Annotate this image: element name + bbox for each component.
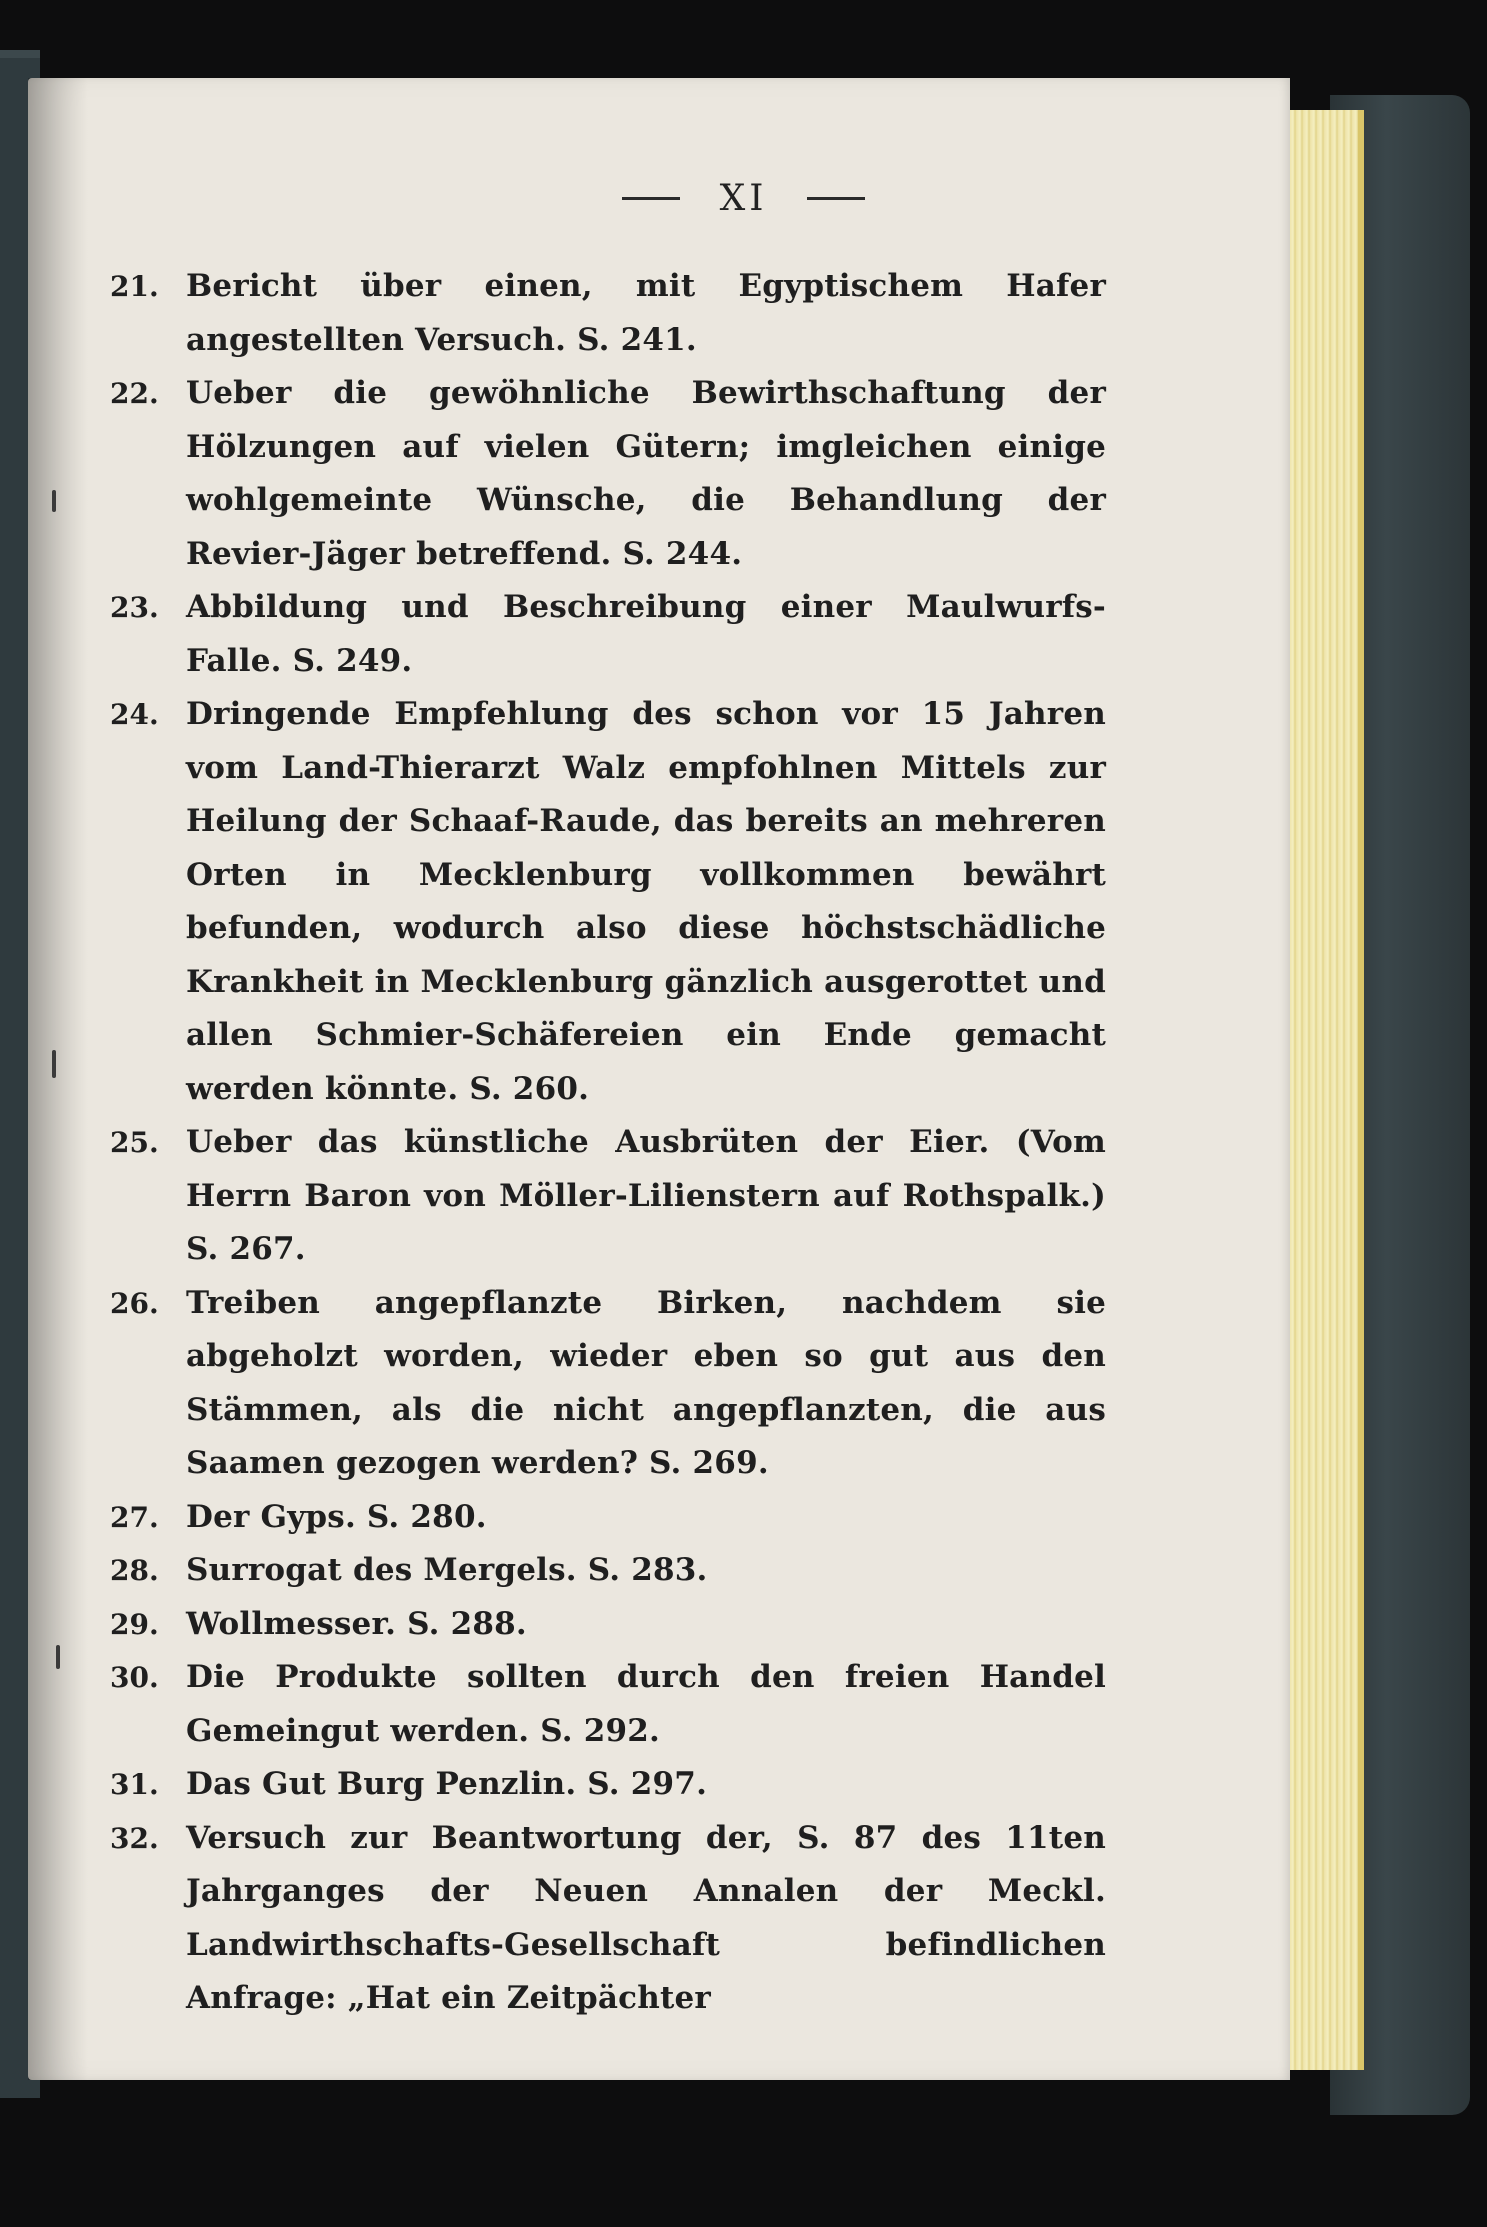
entry-number: 31.	[110, 1768, 159, 1801]
entry-text: Das Gut Burg Penzlin. S. 297.	[186, 1766, 708, 1802]
entry-text: Abbildung und Beschreibung einer Maulwurfs-Falle. S. 249.	[186, 589, 1106, 679]
entry-number: 23.	[110, 591, 159, 624]
gutter-shadow	[28, 78, 88, 2080]
header-dash-right	[807, 197, 865, 200]
list-item	[110, 1491, 1106, 1545]
entry-number: 22.	[110, 377, 159, 410]
entry-text: Ueber das künstliche Ausbrüten der Eier. (Vom Herrn Baron von Möller-Lilienstern auf Rothspalk.) S. 267.	[186, 1124, 1106, 1267]
entry-number: 21.	[110, 270, 159, 303]
entry-text: Dringende Empfehlung des schon vor 15 Jahren vom Land-Thierarzt Walz empfohlnen Mittels zur Heilung der Schaaf-Raude, das bereits an mehreren Orten in Mecklenburg vollkommen bewährt befunden, wodurch also diese höchstschädliche Krankheit in Mecklenburg gänzlich ausgerottet und allen Schmier-Schäfereien ein Ende gemacht werden könnte. S. 260.	[186, 696, 1106, 1107]
entry-number: 30.	[110, 1661, 159, 1694]
entry-text: Versuch zur Beantwortung der, S. 87 des 11ten Jahrganges der Neuen Annalen der Meckl. Landwirthschafts-Gesellschaft befindlichen Anfrage: „Hat ein Zeitpächter	[186, 1819, 1106, 2016]
entry-number: 27.	[110, 1500, 159, 1534]
entry-text: Wollmesser. S. 288.	[186, 1605, 527, 1642]
entry-text: Surrogat des Mergels. S. 283.	[186, 1552, 708, 1588]
header-dash-left	[622, 197, 680, 200]
margin-mark	[52, 490, 56, 512]
list-item	[110, 1812, 1106, 2026]
entry-text: Ueber die gewöhnliche Bewirthschaftung der Hölzungen auf vielen Gütern; imgleichen einige wohlgemeinte Wünsche, die Behandlung der Revier-Jäger betreffend. S. 244.	[186, 375, 1106, 572]
entry-number: 32.	[110, 1821, 159, 1855]
entry-text: Die Produkte sollten durch den freien Handel Gemeingut werden. S. 292.	[186, 1659, 1106, 1749]
list-item	[110, 260, 1106, 367]
list-item	[110, 1598, 1106, 1652]
entry-number: 28.	[110, 1554, 159, 1587]
entry-text: Treiben angepflanzte Birken, nachdem sie abgeholzt worden, wieder eben so gut aus den Stämmen, als die nicht angepflanzten, die aus Saamen gezogen werden? S. 269.	[186, 1284, 1106, 1481]
margin-mark	[52, 1050, 56, 1078]
list-item	[110, 1544, 1106, 1598]
entry-number: 25.	[110, 1126, 159, 1159]
page-number: XI	[719, 178, 768, 219]
list-item	[110, 367, 1106, 581]
entry-text: Der Gyps. S. 280.	[186, 1498, 487, 1535]
list-item	[110, 1651, 1106, 1758]
margin-mark	[56, 1645, 60, 1669]
entry-number: 29.	[110, 1607, 159, 1641]
list-item	[110, 581, 1106, 688]
list-item	[110, 688, 1106, 1116]
list-item	[110, 1277, 1106, 1491]
entry-text: Bericht über einen, mit Egyptischem Hafer angestellten Versuch. S. 241.	[186, 268, 1106, 358]
table-of-contents	[110, 260, 1106, 2026]
entry-number: 26.	[110, 1286, 159, 1320]
list-item	[110, 1116, 1106, 1277]
list-item	[110, 1758, 1106, 1812]
page-edges	[1283, 110, 1364, 2070]
entry-number: 24.	[110, 698, 159, 731]
page-header	[0, 178, 1487, 219]
